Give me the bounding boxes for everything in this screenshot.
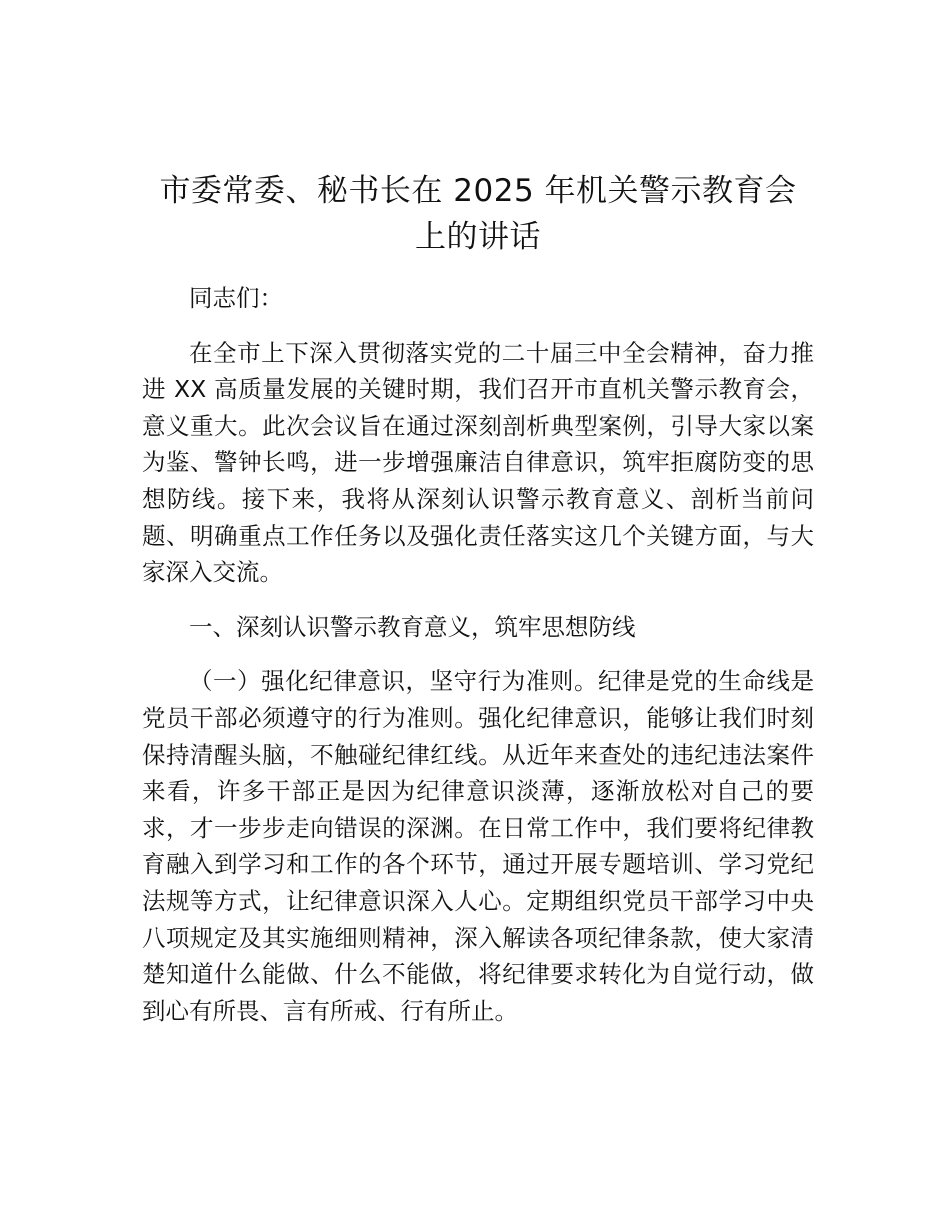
intro-paragraph: 在全市上下深入贯彻落实党的二十届三中全会精神，奋力推进 XX 高质量发展的关键时期，我们召开市直机关警示教育会，意义重大。此次会议旨在通过深刻剖析典型案例，引导大家以案为鉴、警钟长鸣，进一步增强廉洁自律意识，筑牢拒腐防变的思想防线。接下来，我将从深刻认识警示教育意义、剖析当前问题、明确重点工作任务以及强化责任落实这几个关键方面，与大家深入交流。 — [142, 338, 814, 587]
section-1-subsection-1 — [142, 663, 814, 1029]
document-page — [142, 168, 814, 1029]
title-line-2: 上的讲话 — [415, 219, 541, 255]
subsection-1-body: 纪律是党的生命线是党员干部必须遵守的行为准则。强化纪律意识，能够让我们时刻保持清醒头脑，不触碰纪律红线。从近年来查处的违纪违法案件来看，许多干部正是因为纪律意识淡薄，逐渐放松对自己的要求，才一步步走向错误的深渊。在日常工作中，我们要将纪律教育融入到学习和工作的各个环节，通过开展专题培训、学习党纪法规等方式，让纪律意识深入人心。定期组织党员干部学习中央八项规定及其实施细则精神，深入解读各项纪律条款，使大家清楚知道什么能做、什么不能做，将纪律要求转化为自觉行动，做到心有所畏、言有所戒、行有所止。 — [142, 667, 815, 1025]
document-body — [142, 280, 814, 1029]
document-title — [142, 168, 814, 260]
subsection-1-title: （一）强化纪律意识，坚守行为准则。 — [189, 667, 599, 696]
title-line-1: 市委常委、秘书长在 2025 年机关警示教育会 — [159, 173, 797, 209]
section-1-heading: 一、深刻认识警示教育意义，筑牢思想防线 — [189, 612, 636, 641]
greeting: 同志们： — [189, 284, 283, 312]
